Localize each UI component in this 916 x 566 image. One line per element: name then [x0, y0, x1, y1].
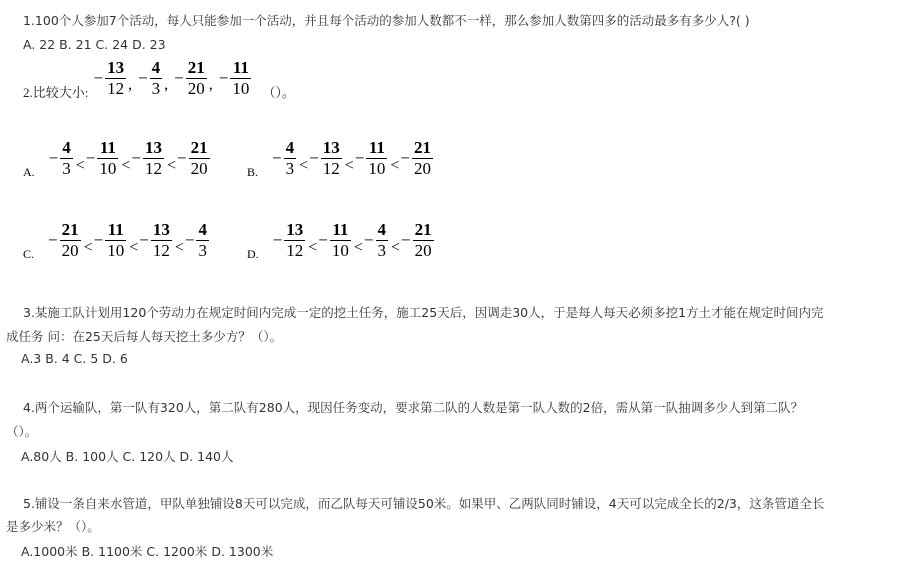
question-3-stem-line-2: 成任务 问：在25天后每人每天挖土多少方？（）。: [6, 329, 283, 344]
question-5-options: A.1000米 B. 1100米 C. 1200米 D. 1300米: [21, 544, 274, 559]
fraction-numerator: 21: [413, 138, 431, 157]
minus-sign: −: [174, 68, 184, 88]
fraction-numerator: 13: [322, 138, 340, 157]
less-than-sign: <: [391, 239, 401, 257]
minus-sign: −: [401, 230, 411, 250]
less-than-sign: <: [174, 239, 184, 257]
minus-sign: −: [354, 148, 365, 168]
fraction-denominator: 12: [152, 241, 170, 260]
fraction-denominator: 12: [322, 159, 340, 178]
minus-sign: −: [93, 230, 104, 250]
fraction: [196, 220, 209, 261]
fraction-separator: ,: [208, 76, 213, 93]
minus-sign: −: [131, 148, 142, 168]
less-than-sign: <: [121, 157, 131, 175]
less-than-sign: <: [390, 157, 400, 175]
question-2-choice-b: [247, 138, 435, 180]
fraction: [230, 58, 251, 99]
fraction-denominator: 3: [285, 159, 295, 178]
choice-letter: D.: [247, 247, 259, 262]
question-2-choice-c: [23, 220, 211, 262]
fraction: [412, 138, 433, 179]
minus-sign: −: [272, 230, 283, 250]
less-than-sign: <: [83, 239, 93, 257]
minus-sign: −: [139, 230, 149, 250]
minus-sign: −: [218, 68, 229, 88]
fraction: [376, 220, 389, 261]
fraction: [151, 220, 172, 261]
question-5-stem-line-1: 5.铺设一条自来水管道，甲队单独铺设8天可以完成，而乙队每天可铺设50米。如果甲、乙两队同时铺设，4天可以完成全长的2/3，这条管道全长: [23, 496, 825, 511]
fraction-denominator: 3: [377, 241, 387, 260]
choice-letter: A.: [23, 165, 35, 180]
fraction: [97, 138, 118, 179]
question-2-fraction-list: [93, 58, 253, 98]
fraction-numerator: 11: [107, 220, 124, 239]
minus-sign: −: [48, 230, 58, 250]
fraction-numerator: 13: [107, 58, 125, 77]
fraction-denominator: 3: [62, 159, 71, 178]
question-3-options: A.3 B. 4 C. 5 D. 6: [21, 351, 128, 366]
fraction-denominator: 10: [368, 159, 386, 178]
minus-sign: −: [138, 68, 148, 88]
fraction-denominator: 3: [151, 79, 161, 98]
fraction-denominator: 20: [414, 241, 432, 260]
fraction: [284, 220, 305, 261]
fraction-numerator: 11: [368, 138, 385, 157]
less-than-sign: <: [344, 157, 354, 175]
minus-sign: −: [85, 148, 96, 168]
question-3-stem-line-1: 3.某施工队计划用120个劳动力在规定时间内完成一定的挖土任务，施工25天后，因调走30人，于是每人每天必须多挖1方土才能在规定时间内完: [23, 305, 824, 320]
minus-sign: −: [48, 148, 59, 168]
fraction-denominator: 10: [232, 79, 250, 98]
choice-letter: B.: [247, 165, 259, 180]
fraction-separator: ,: [164, 76, 169, 93]
question-1-stem: 1.100个人参加7个活动，每人只能参加一个活动，并且每个活动的参加人数都不一样，那么参加人数第四多的活动最多有多少人?( ): [23, 13, 750, 28]
minus-sign: −: [177, 148, 187, 168]
fraction-denominator: 20: [61, 241, 79, 260]
fraction-denominator: 12: [286, 241, 304, 260]
fraction-denominator: 10: [107, 241, 125, 260]
fraction-numerator: 11: [232, 58, 249, 77]
less-than-sign: <: [129, 239, 139, 257]
question-2-tail: （）。: [262, 85, 295, 100]
choice-letter: C.: [23, 247, 35, 262]
fraction: [330, 220, 351, 261]
fraction-numerator: 4: [377, 220, 387, 239]
less-than-sign: <: [308, 239, 318, 257]
fraction-denominator: 20: [413, 159, 431, 178]
fraction: [143, 138, 164, 179]
question-4-options: A.80人 B. 100人 C. 120人 D. 140人: [21, 449, 234, 464]
fraction-numerator: 21: [190, 138, 208, 157]
question-2-choice-d: [247, 220, 436, 262]
question-4-stem-line-2: （）。: [6, 424, 38, 439]
fraction-denominator: 10: [331, 241, 349, 260]
fraction: [105, 58, 126, 99]
fraction-numerator: 21: [414, 220, 432, 239]
fraction-separator: ,: [128, 76, 133, 93]
minus-sign: −: [400, 148, 410, 168]
fraction: [321, 138, 342, 179]
fraction: [413, 220, 434, 261]
question-2-label: 2.比较大小:: [23, 85, 89, 100]
fraction-numerator: 11: [99, 138, 116, 157]
question-5-stem-line-2: 是多少米？（）。: [6, 519, 100, 534]
fraction: [105, 220, 126, 261]
fraction-numerator: 4: [198, 220, 207, 239]
fraction-numerator: 21: [187, 58, 205, 77]
minus-sign: −: [272, 148, 282, 168]
fraction-numerator: 4: [151, 58, 161, 77]
minus-sign: −: [318, 230, 328, 250]
fraction-numerator: 21: [61, 220, 79, 239]
less-than-sign: <: [299, 157, 309, 175]
fraction-denominator: 12: [145, 159, 163, 178]
question-1-options: A. 22 B. 21 C. 24 D. 23: [23, 37, 166, 52]
less-than-sign: <: [75, 157, 85, 175]
less-than-sign: <: [167, 157, 177, 175]
fraction-denominator: 10: [99, 159, 117, 178]
fraction-denominator: 20: [190, 159, 208, 178]
minus-sign: −: [309, 148, 319, 168]
fraction: [189, 138, 210, 179]
fraction-numerator: 13: [145, 138, 163, 157]
fraction-numerator: 13: [152, 220, 170, 239]
fraction: [284, 138, 297, 179]
question-2-choice-a: [23, 138, 212, 180]
fraction-denominator: 3: [198, 241, 207, 260]
fraction-numerator: 4: [285, 138, 295, 157]
fraction-denominator: 20: [187, 79, 205, 98]
minus-sign: −: [363, 230, 374, 250]
fraction: [150, 58, 163, 99]
fraction: [60, 138, 73, 179]
fraction-numerator: 11: [332, 220, 349, 239]
question-4-stem-line-1: 4.两个运输队，第一队有320人，第二队有280人，现因任务变动，要求第二队的人数是第一队人数的2倍，需从第一队抽调多少人到第二队？: [23, 400, 804, 415]
fraction-numerator: 4: [62, 138, 71, 157]
fraction: [60, 220, 81, 261]
minus-sign: −: [184, 230, 195, 250]
fraction-denominator: 12: [107, 79, 125, 98]
fraction: [366, 138, 387, 179]
fraction-numerator: 13: [286, 220, 304, 239]
minus-sign: −: [93, 68, 104, 88]
less-than-sign: <: [353, 239, 363, 257]
question-2-stem: [23, 58, 295, 101]
fraction: [186, 58, 207, 99]
